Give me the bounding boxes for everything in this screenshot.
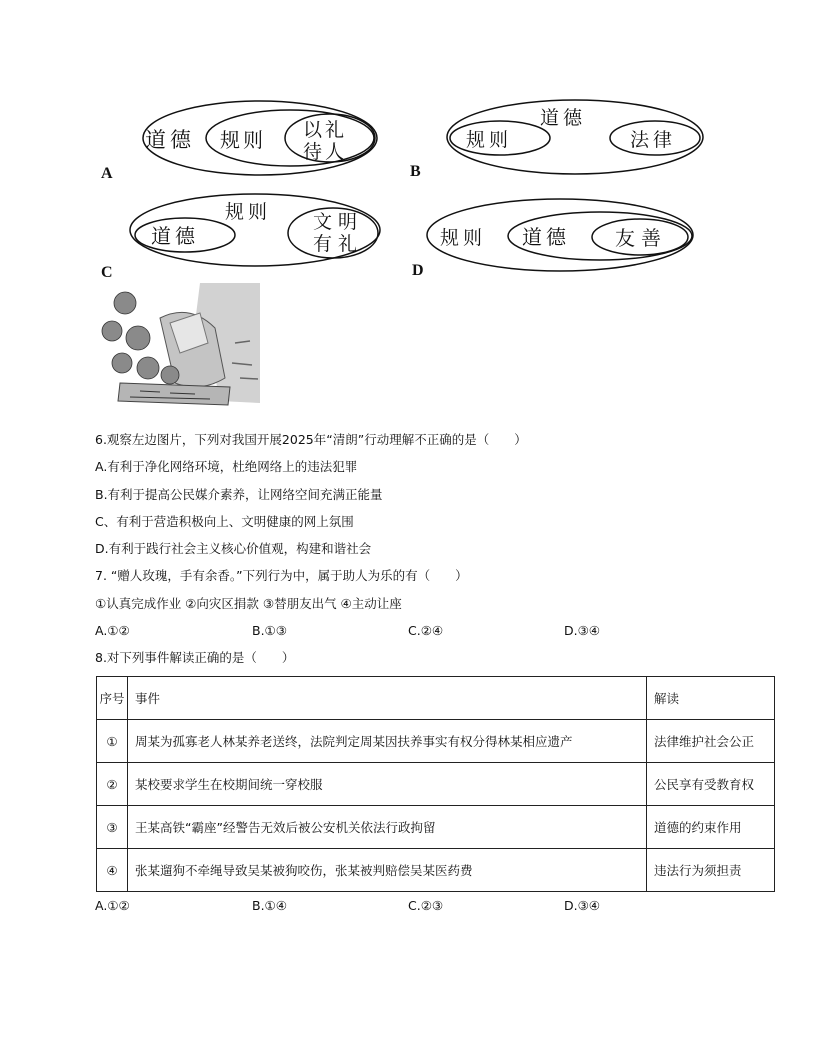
question-6-option-d: D.有利于践行社会主义核心价值观，构建和谐社会 xyxy=(95,541,372,556)
row-event: 周某为孤寡老人林某养老送终，法院判定周某因扶养事实有权分得林某相应遗产 xyxy=(128,720,647,763)
table-row xyxy=(97,720,775,763)
header-interpretation: 解读 xyxy=(647,677,775,720)
row-interpretation: 违法行为须担责 xyxy=(647,849,775,892)
diagram-a-inner-label-1: 以礼 xyxy=(303,119,348,141)
diagram-d-outer-label: 规则 xyxy=(440,227,487,249)
table-header-row xyxy=(97,677,775,720)
diagram-c-right-label-1: 文明 xyxy=(313,211,364,233)
header-index: 序号 xyxy=(97,677,128,720)
row-interpretation: 法律维护社会公正 xyxy=(647,720,775,763)
question-7-items: ①认真完成作业 ②向灾区捐款 ③替朋友出气 ④主动让座 xyxy=(95,596,402,611)
question-6-option-a: A.有利于净化网络环境，杜绝网络上的违法犯罪 xyxy=(95,459,358,474)
row-event: 王某高铁“霸座”经警告无效后被公安机关依法行政拘留 xyxy=(128,806,647,849)
diagram-d-inner-label: 友善 xyxy=(615,226,667,250)
question-8-choice-b: B.①④ xyxy=(252,898,287,913)
diagram-b-letter: B xyxy=(410,163,421,180)
question-8-choice-c: C.②③ xyxy=(408,898,444,913)
table-row xyxy=(97,849,775,892)
diagram-a-outer-label: 道德 xyxy=(145,128,195,152)
row-index: ① xyxy=(97,720,128,763)
header-event: 事件 xyxy=(128,677,647,720)
row-index: ③ xyxy=(97,806,128,849)
table-row xyxy=(97,806,775,849)
question-8-stem: 8.对下列事件解读正确的是（ ） xyxy=(95,650,295,665)
question-8-choice-d: D.③④ xyxy=(564,898,601,913)
question-8-choices xyxy=(95,897,775,915)
diagram-a-inner-label-2: 待人 xyxy=(303,141,348,163)
diagram-a-middle-label: 规则 xyxy=(220,128,266,152)
row-interpretation: 公民享有受教育权 xyxy=(647,763,775,806)
campaign-illustration xyxy=(100,283,260,418)
diagram-d-letter: D xyxy=(412,262,424,279)
row-index: ④ xyxy=(97,849,128,892)
row-event: 张某遛狗不牵绳导致吴某被狗咬伤，张某被判赔偿吴某医药费 xyxy=(128,849,647,892)
question-7-choice-b: B.①③ xyxy=(252,623,287,638)
diagram-c-left-label: 道德 xyxy=(151,224,199,248)
question-6-option-c: C、有利于营造积极向上、文明健康的网上氛围 xyxy=(95,514,354,529)
question-6-stem: 6.观察左边图片，下列对我国开展2025年“清朗”行动理解不正确的是（ ） xyxy=(95,432,527,447)
diagram-c-outer-label: 规则 xyxy=(225,201,272,223)
diagram-d-middle-label: 道德 xyxy=(522,225,570,249)
diagram-b-left-label: 规则 xyxy=(466,129,513,151)
question-7-choice-c: C.②④ xyxy=(408,623,444,638)
diagram-c-right-label-2: 有礼 xyxy=(313,233,364,255)
question-7-choice-d: D.③④ xyxy=(564,623,601,638)
option-diagrams xyxy=(0,0,816,290)
question-8-choice-a: A.①② xyxy=(95,898,130,913)
row-index: ② xyxy=(97,763,128,806)
question-6-option-b: B.有利于提高公民媒介素养，让网络空间充满正能量 xyxy=(95,487,383,502)
question-7-choice-a: A.①② xyxy=(95,623,130,638)
question-7-stem: 7. “赠人玫瑰，手有余香。”下列行为中，属于助人为乐的有（ ） xyxy=(95,568,468,583)
table-row xyxy=(97,763,775,806)
diagram-b-right-label: 法律 xyxy=(630,129,677,151)
row-event: 某校要求学生在校期间统一穿校服 xyxy=(128,763,647,806)
diagram-c-letter: C xyxy=(101,264,113,281)
diagram-b-outer-label: 道德 xyxy=(540,107,587,129)
row-interpretation: 道德的约束作用 xyxy=(647,806,775,849)
question-7-choices xyxy=(95,622,775,640)
diagram-a-letter: A xyxy=(101,165,113,182)
events-table xyxy=(96,676,775,892)
